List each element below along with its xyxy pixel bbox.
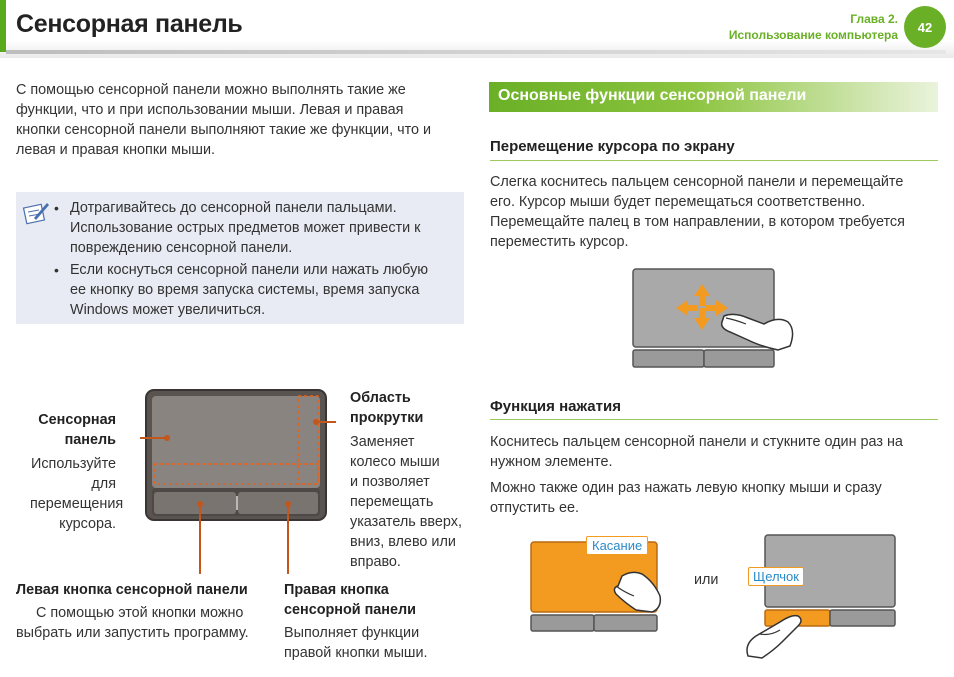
note-line: ее кнопку во время запуска системы, время запуска <box>70 282 420 298</box>
move-line: его. Курсор мыши будет перемещаться соответственно. <box>490 194 866 210</box>
bullet-marker: • <box>54 262 59 278</box>
left-button-title: Левая кнопка сенсорной панели <box>16 582 248 598</box>
note-pencil-icon <box>22 200 50 226</box>
tap-callout: Касание <box>586 536 648 555</box>
move-line: Перемещайте палец в том направлении, в котором требуется <box>490 214 905 230</box>
click-illustration <box>740 532 900 662</box>
note-line: повреждению сенсорной панели. <box>70 240 293 256</box>
header-divider <box>6 50 946 54</box>
tap-line: Можно также один раз нажать левую кнопку мыши и сразу <box>490 480 882 496</box>
move-line: переместить курсор. <box>490 234 629 250</box>
right-button-title: Правая кнопка <box>284 582 389 598</box>
left-button-label <box>16 580 276 643</box>
chapter-title: Использование компьютера <box>728 28 898 42</box>
header-accent-bar <box>0 0 6 52</box>
page-title: Сенсорная панель <box>16 10 243 38</box>
page-number-badge: 42 <box>904 6 946 48</box>
move-cursor-text <box>490 172 940 252</box>
tap-function-title: Функция нажатия <box>490 398 621 415</box>
touchpad-label <box>30 410 124 534</box>
click-callout: Щелчок <box>748 567 804 586</box>
touchpad-title: Сенсорная <box>38 412 116 428</box>
left-button-desc: выбрать или запустить программу. <box>16 625 249 641</box>
scroll-desc: перемещать <box>350 494 434 510</box>
section-header: Основные функции сенсорной панели <box>498 87 807 104</box>
tap-line: Коснитесь пальцем сенсорной панели и стукните один раз на <box>490 434 903 450</box>
right-button-desc: Выполняет функции <box>284 625 420 641</box>
subtitle-divider <box>490 160 938 161</box>
chapter-number: Глава 2. <box>850 12 898 26</box>
intro-line: левая и правая кнопки мыши. <box>16 142 215 158</box>
note-bullet-1 <box>70 198 450 258</box>
move-cursor-illustration <box>630 266 800 370</box>
tap-text-2 <box>490 478 940 518</box>
scroll-area-label <box>350 388 470 572</box>
scroll-title: Область <box>350 390 411 406</box>
touchpad-title: панель <box>64 432 116 448</box>
bullet-marker: • <box>54 200 59 216</box>
scroll-title: прокрутки <box>350 410 424 426</box>
tap-line: отпустить ее. <box>490 500 580 516</box>
left-button-desc: С помощью этой кнопки можно <box>36 605 244 621</box>
move-line: Слегка коснитесь пальцем сенсорной панели и перемещайте <box>490 174 904 190</box>
scroll-desc: Заменяет <box>350 434 415 450</box>
note-bullet-2 <box>70 260 450 320</box>
scroll-desc: вниз, влево или <box>350 534 456 550</box>
touchpad-desc: курсора. <box>59 516 116 532</box>
intro-paragraph <box>16 80 466 160</box>
touchpad-desc: для <box>91 476 116 492</box>
scroll-desc: вправо. <box>350 554 401 570</box>
note-line: Windows может увеличиться. <box>70 302 266 318</box>
note-line: Использование острых предметов может привести к <box>70 220 421 236</box>
or-label: или <box>694 572 719 588</box>
scroll-desc: и позволяет <box>350 474 430 490</box>
note-line: Если коснуться сенсорной панели или нажать любую <box>70 262 429 278</box>
tap-line: нужном элементе. <box>490 454 613 470</box>
right-button-desc: правой кнопки мыши. <box>284 645 428 661</box>
intro-line: С помощью сенсорной панели можно выполнять такие же <box>16 82 406 98</box>
touchpad-desc: Используйте <box>30 456 116 472</box>
right-button-label <box>284 580 464 663</box>
touchpad-diagram <box>140 386 336 576</box>
subtitle-divider <box>490 419 938 420</box>
scroll-desc: колесо мыши <box>350 454 440 470</box>
move-cursor-title: Перемещение курсора по экрану <box>490 138 735 155</box>
tap-text-1 <box>490 432 940 472</box>
right-button-title: сенсорной панели <box>284 602 416 618</box>
intro-line: кнопки сенсорной панели выполняют такие же функции, что и <box>16 122 432 138</box>
intro-line: функции, что и при использовании мыши. Левая и правая <box>16 102 404 118</box>
touchpad-desc: перемещения <box>30 496 124 512</box>
scroll-desc: указатель вверх, <box>350 514 462 530</box>
note-line: Дотрагивайтесь до сенсорной панели пальцами. <box>70 200 397 216</box>
